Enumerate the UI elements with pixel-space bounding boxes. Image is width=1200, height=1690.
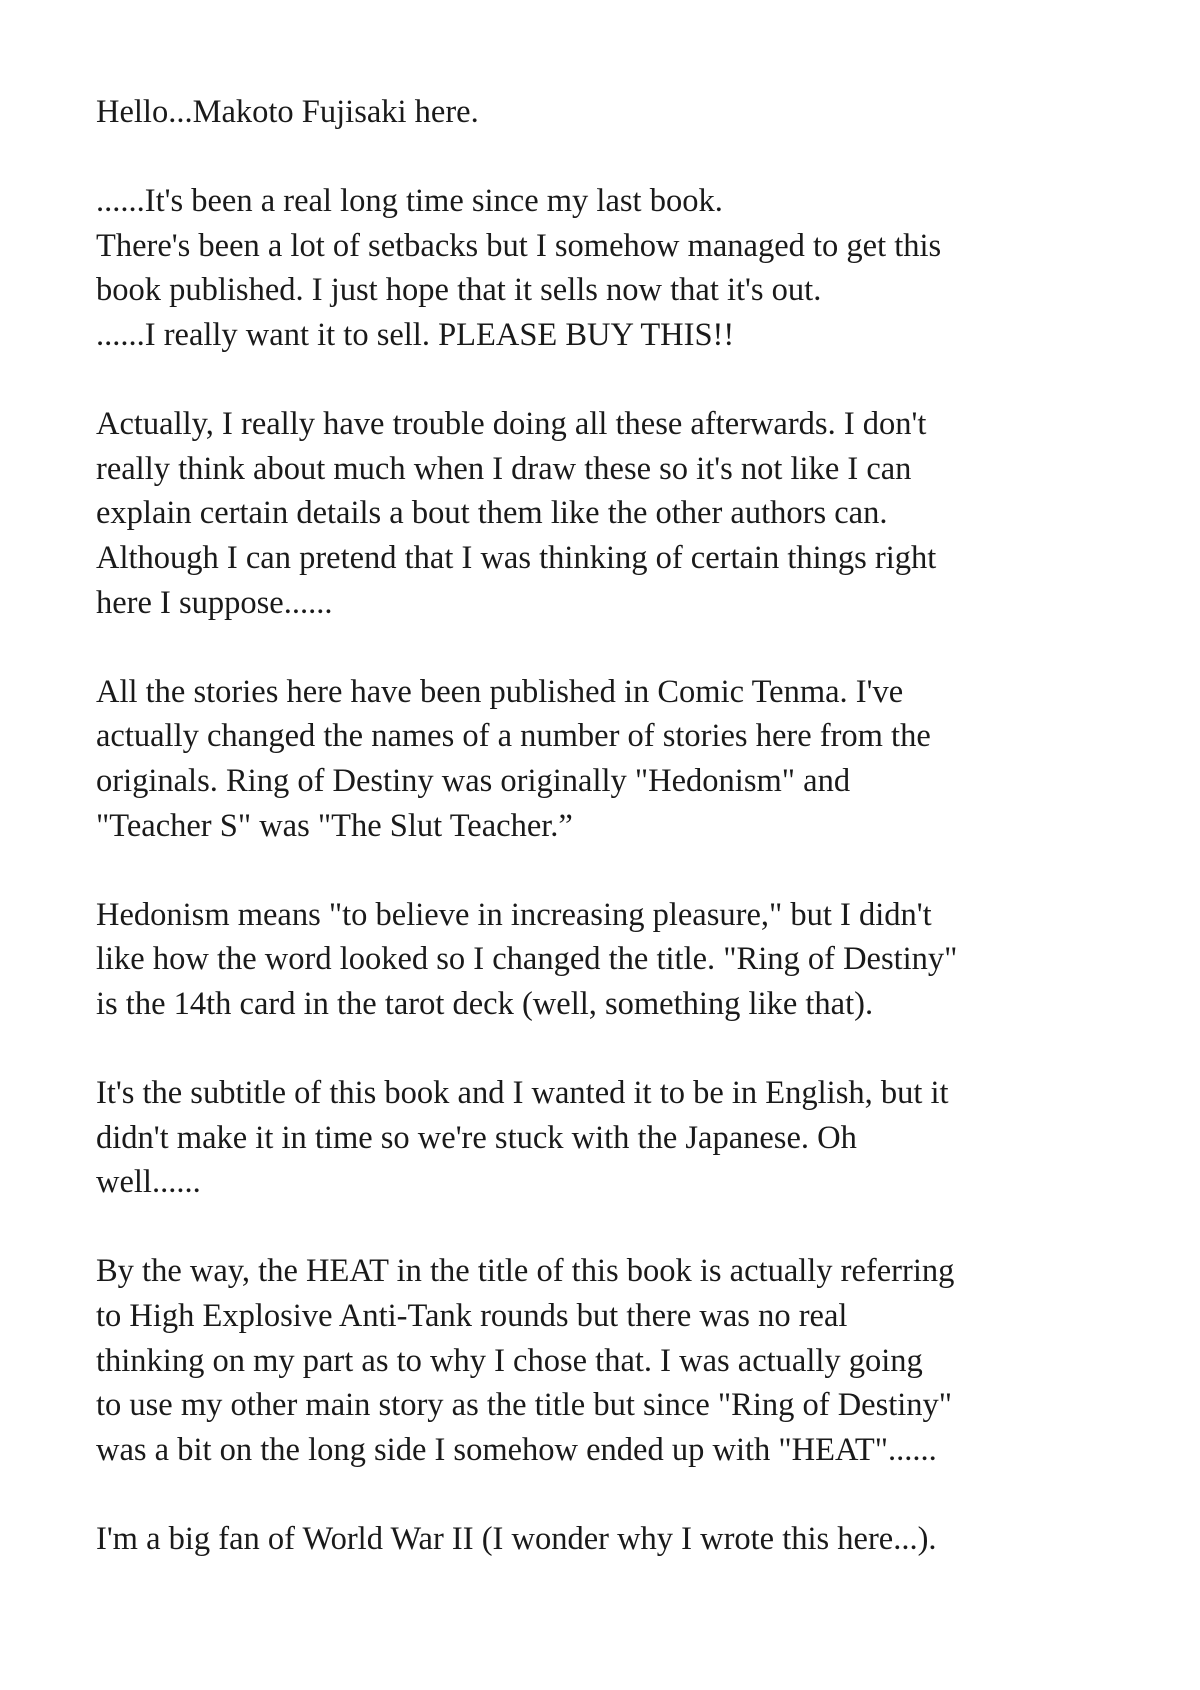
text-line: ......It's been a real long time since my last book. [96,183,723,220]
paragraph-heat [96,1249,1156,1472]
paragraph-afterwards [96,402,1156,625]
text-line: All the stories here have been published in Comic Tenma. I've [96,673,904,710]
text-line: to High Explosive Anti-Tank rounds but there was no real [96,1298,848,1335]
text-line: to use my other main story as the title but since "Ring of Destiny" [96,1387,953,1424]
paragraph-ww2 [96,1517,1156,1562]
text-line: originals. Ring of Destiny was originally "Hedonism" and [96,762,851,799]
text-line: explain certain details a bout them like the other authors can. [96,495,888,532]
text-line: actually changed the names of a number of stories here from the [96,718,931,755]
text-line: Actually, I really have trouble doing all these afterwards. I don't [96,406,927,443]
afterword-text [96,90,1156,1606]
paragraph-new-book [96,179,1156,357]
text-line: "Teacher S" was "The Slut Teacher.” [96,807,573,844]
text-line: thinking on my part as to why I chose that. I was actually going [96,1342,923,1379]
text-line: ......I really want it to sell. PLEASE BUY THIS!! [96,316,735,353]
paragraph-hedonism [96,893,1156,1027]
text-line: There's been a lot of setbacks but I somehow managed to get this [96,227,942,264]
text-line: I'm a big fan of World War II (I wonder why I wrote this here...). [96,1521,937,1557]
text-line: is the 14th card in the tarot deck (well, something like that). [96,985,874,1022]
paragraph-greeting [96,90,1156,135]
text-line: It's the subtitle of this book and I wanted it to be in English, but it [96,1075,949,1112]
text-line: like how the word looked so I changed the title. "Ring of Destiny" [96,941,958,978]
text-line: By the way, the HEAT in the title of this book is actually referring [96,1253,955,1290]
text-line: was a bit on the long side I somehow ended up with "HEAT"...... [96,1431,937,1468]
text-line: Hello...Makoto Fujisaki here. [96,94,479,130]
text-line: didn't make it in time so we're stuck with the Japanese. Oh [96,1119,857,1156]
paragraph-subtitle [96,1071,1156,1205]
paragraph-stories [96,670,1156,848]
text-line: book published. I just hope that it sells now that it's out. [96,272,822,309]
text-line: Although I can pretend that I was thinking of certain things right [96,539,937,576]
text-line: here I suppose...... [96,584,333,621]
text-line: Hedonism means "to believe in increasing pleasure," but I didn't [96,896,932,933]
text-line: really think about much when I draw these so it's not like I can [96,450,912,487]
text-line: well...... [96,1164,201,1201]
